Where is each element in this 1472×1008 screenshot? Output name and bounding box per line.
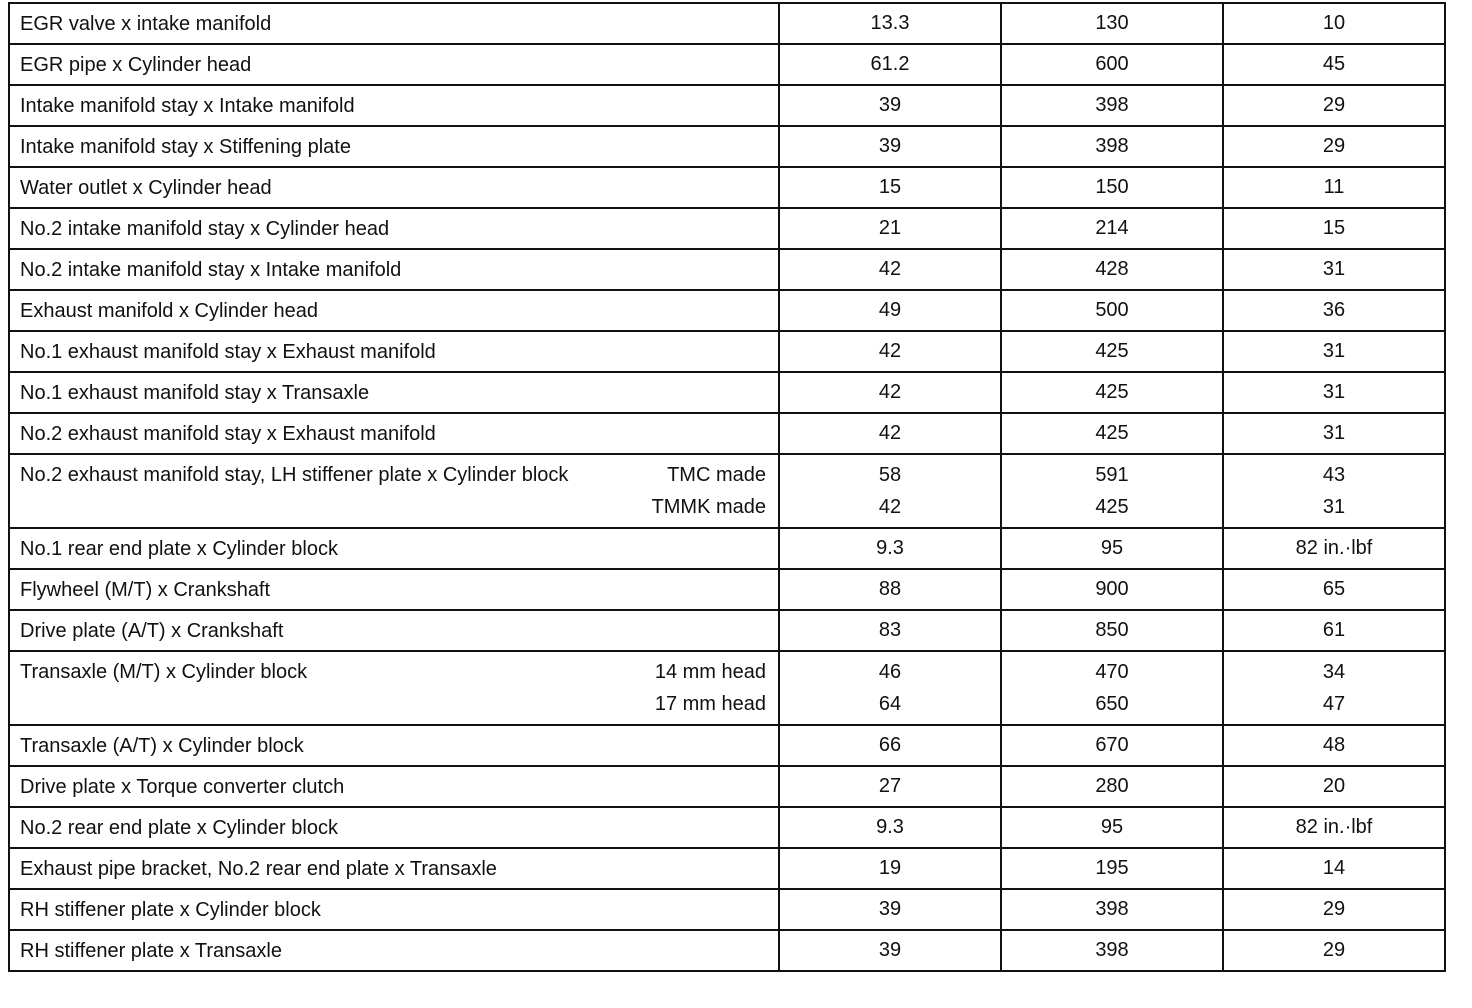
part-description: No.1 exhaust manifold stay x Transaxle [9,372,779,413]
torque-nm: 39 [779,889,1001,930]
part-description: EGR valve x intake manifold [9,3,779,44]
torque-nm: 42 [779,331,1001,372]
torque-kgfcm: 670 [1001,725,1223,766]
table-row [9,44,1445,85]
torque-kgfcm: 425 [1001,331,1223,372]
table-row [9,725,1445,766]
part-description: Transaxle (A/T) x Cylinder block [9,725,779,766]
torque-nm: 42 [779,413,1001,454]
part-description: No.2 intake manifold stay x Cylinder head [9,208,779,249]
torque-kgfcm: 95 [1001,807,1223,848]
table-row [9,528,1445,569]
torque-nm: 88 [779,569,1001,610]
part-name: No.2 exhaust manifold stay, LH stiffener plate x Cylinder block [20,464,569,486]
torque-nm: 21 [779,208,1001,249]
table-row [9,167,1445,208]
part-description: Drive plate (A/T) x Crankshaft [9,610,779,651]
torque-ftlbf: 10 [1223,3,1445,44]
torque-kgfcm: 150 [1001,167,1223,208]
variant-label: TMC made [667,464,766,486]
table-row [9,249,1445,290]
torque-kgfcm: 398 [1001,126,1223,167]
torque-ftlbf: 29 [1223,889,1445,930]
part-description: No.2 rear end plate x Cylinder block [9,807,779,848]
torque-kgfcm: 195 [1001,848,1223,889]
torque-kgfcm: 425 [1001,413,1223,454]
part-description: No.1 rear end plate x Cylinder block [9,528,779,569]
torque-nm: 19 [779,848,1001,889]
torque-ftlbf: 29 [1223,85,1445,126]
torque-ftlbf: 48 [1223,725,1445,766]
part-name: Transaxle (M/T) x Cylinder block [20,661,308,683]
torque-nm: 13.3 [779,3,1001,44]
torque-ftlbf: 29 [1223,126,1445,167]
torque-nm: 9.3 [779,528,1001,569]
torque-nm: 15 [779,167,1001,208]
part-description: Intake manifold stay x Intake manifold [9,85,779,126]
torque-ftlbf: 14 [1223,848,1445,889]
torque-kgfcm: 130 [1001,3,1223,44]
torque-nm: 61.2 [779,44,1001,85]
table-row [9,889,1445,930]
torque-nm: 83 [779,610,1001,651]
torque-nm: 66 [779,725,1001,766]
torque-spec-table-wrapper [8,2,1444,972]
torque-nm: 39 [779,85,1001,126]
torque-ftlbf: 45 [1223,44,1445,85]
torque-ftlbf: 15 [1223,208,1445,249]
torque-kgfcm: 850 [1001,610,1223,651]
torque-nm: 9.3 [779,807,1001,848]
torque-nm: 49 [779,290,1001,331]
table-row [9,208,1445,249]
table-row [9,3,1445,44]
table-row [9,331,1445,372]
torque-kgfcm: 398 [1001,930,1223,971]
torque-kgfcm: 398 [1001,85,1223,126]
torque-spec-table [8,2,1446,972]
torque-ftlbf: 31 [1223,372,1445,413]
torque-kgfcm: 280 [1001,766,1223,807]
table-row [9,651,1445,725]
part-description [9,454,779,528]
torque-ftlbf: 31 [1223,249,1445,290]
part-description: Water outlet x Cylinder head [9,167,779,208]
table-row [9,766,1445,807]
part-description: No.1 exhaust manifold stay x Exhaust manifold [9,331,779,372]
torque-kgfcm: 470 650 [1001,651,1223,725]
part-description: Exhaust manifold x Cylinder head [9,290,779,331]
part-description: No.2 exhaust manifold stay x Exhaust manifold [9,413,779,454]
part-description: No.2 intake manifold stay x Intake manifold [9,249,779,290]
part-description: RH stiffener plate x Transaxle [9,930,779,971]
torque-ftlbf: 36 [1223,290,1445,331]
torque-kgfcm: 214 [1001,208,1223,249]
torque-nm: 39 [779,126,1001,167]
torque-ftlbf: 43 31 [1223,454,1445,528]
torque-kgfcm: 500 [1001,290,1223,331]
table-row [9,85,1445,126]
torque-kgfcm: 591 425 [1001,454,1223,528]
table-row [9,807,1445,848]
torque-kgfcm: 95 [1001,528,1223,569]
torque-kgfcm: 425 [1001,372,1223,413]
table-row [9,930,1445,971]
torque-ftlbf: 82 in.·lbf [1223,528,1445,569]
torque-ftlbf: 20 [1223,766,1445,807]
table-row [9,290,1445,331]
torque-ftlbf: 31 [1223,331,1445,372]
torque-ftlbf: 31 [1223,413,1445,454]
part-description: Exhaust pipe bracket, No.2 rear end plate x Transaxle [9,848,779,889]
torque-nm: 42 [779,372,1001,413]
variant-label: TMMK made [651,496,766,518]
torque-ftlbf: 29 [1223,930,1445,971]
part-description: Drive plate x Torque converter clutch [9,766,779,807]
torque-ftlbf: 65 [1223,569,1445,610]
torque-kgfcm: 428 [1001,249,1223,290]
table-row [9,126,1445,167]
torque-ftlbf: 82 in.·lbf [1223,807,1445,848]
torque-nm: 27 [779,766,1001,807]
table-row [9,454,1445,528]
torque-ftlbf: 61 [1223,610,1445,651]
torque-nm: 42 [779,249,1001,290]
table-row [9,848,1445,889]
torque-nm: 39 [779,930,1001,971]
torque-kgfcm: 398 [1001,889,1223,930]
torque-kgfcm: 600 [1001,44,1223,85]
table-row [9,610,1445,651]
table-row [9,372,1445,413]
part-description: RH stiffener plate x Cylinder block [9,889,779,930]
part-description: Intake manifold stay x Stiffening plate [9,126,779,167]
variant-label: 14 mm head [654,661,766,683]
torque-nm: 58 42 [779,454,1001,528]
part-description [9,651,779,725]
variant-label: 17 mm head [654,693,766,715]
torque-kgfcm: 900 [1001,569,1223,610]
torque-ftlbf: 11 [1223,167,1445,208]
part-description: EGR pipe x Cylinder head [9,44,779,85]
table-row [9,413,1445,454]
torque-nm: 46 64 [779,651,1001,725]
table-row [9,569,1445,610]
torque-ftlbf: 34 47 [1223,651,1445,725]
part-description: Flywheel (M/T) x Crankshaft [9,569,779,610]
